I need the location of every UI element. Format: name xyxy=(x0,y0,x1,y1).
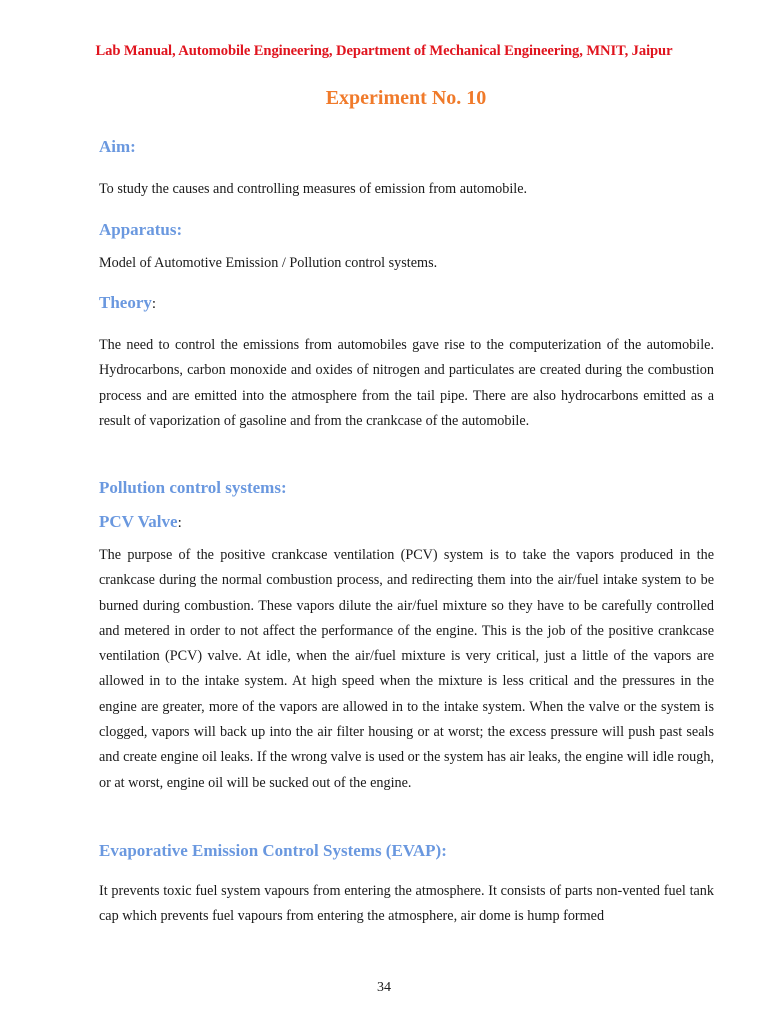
pcv-heading xyxy=(99,512,714,533)
pcv-body xyxy=(99,543,714,796)
aim-text: To study the causes and controlling measures of emission from automobile. xyxy=(99,181,528,197)
apparatus-heading: Apparatus: xyxy=(99,220,183,239)
evap-section xyxy=(99,841,714,861)
pcv-heading-colon: : xyxy=(177,515,182,531)
evap-text: It prevents toxic fuel system vapours from entering the atmosphere. It consists of parts non-vented fuel tank cap which prevents fuel vapours from entering the atmosphere, air dome is hump formed xyxy=(99,883,714,925)
theory-heading xyxy=(99,293,714,314)
pcv-text: The purpose of the positive crankcase ventilation (PCV) system is to take the vapors produced in the crankcase during the normal combustion process, and redirecting them into the air/fuel intake system to be burned during combustion. These vapors dilute the air/fuel mixture so they have to be carefully controlled and metered in order to not affect the performance of the engine. This is the job of the positive crankcase ventilation (PCV) valve. At idle, when the air/fuel mixture is very critical, just a little of the vapors are allowed in to the intake system. At high speed when the mixture is less critical and the pressures in the engine are greater, more of the vapors are allowed in to the intake system. When the valve or the system is clogged, vapors will back up into the air filter housing or at worst; the excess pressure will push past seals and create engine oil leaks. If the wrong valve is used or the system has air leaks, the engine will idle rough, or at worst, engine oil will be sucked out of the engine. xyxy=(99,547,714,791)
theory-section xyxy=(99,293,714,314)
apparatus-section xyxy=(99,220,714,240)
theory-heading-colon: : xyxy=(151,296,157,312)
pcv-section xyxy=(99,512,714,533)
pcv-heading-label: PCV Valve xyxy=(99,512,178,531)
running-header: Lab Manual, Automobile Engineering, Department of Mechanical Engineering, MNIT, Jaipur xyxy=(95,43,673,59)
aim-body xyxy=(99,179,714,199)
theory-heading-label: Theory xyxy=(99,293,152,312)
apparatus-body xyxy=(99,253,714,273)
evap-body xyxy=(99,879,714,930)
pollution-control-heading: Pollution control systems: xyxy=(99,478,287,497)
evap-heading: Evaporative Emission Control Systems (EVAP): xyxy=(99,841,447,860)
page-number: 34 xyxy=(377,980,391,995)
aim-heading: Aim: xyxy=(99,137,136,156)
apparatus-text: Model of Automotive Emission / Pollution control systems. xyxy=(99,255,438,271)
theory-text: The need to control the emissions from automobiles gave rise to the computerization of the automobile. Hydrocarbons, carbon monoxide and oxides of nitrogen and particulates are created during the combustion process and are emitted into the atmosphere from the tail pipe. There are also hydrocarbons emitted as a result of vaporization of gasoline and from the crankcase of the automobile. xyxy=(99,337,714,429)
pollution-control-section xyxy=(99,478,714,498)
experiment-title: Experiment No. 10 xyxy=(325,87,487,109)
theory-body xyxy=(99,333,714,434)
aim-section xyxy=(99,137,714,157)
